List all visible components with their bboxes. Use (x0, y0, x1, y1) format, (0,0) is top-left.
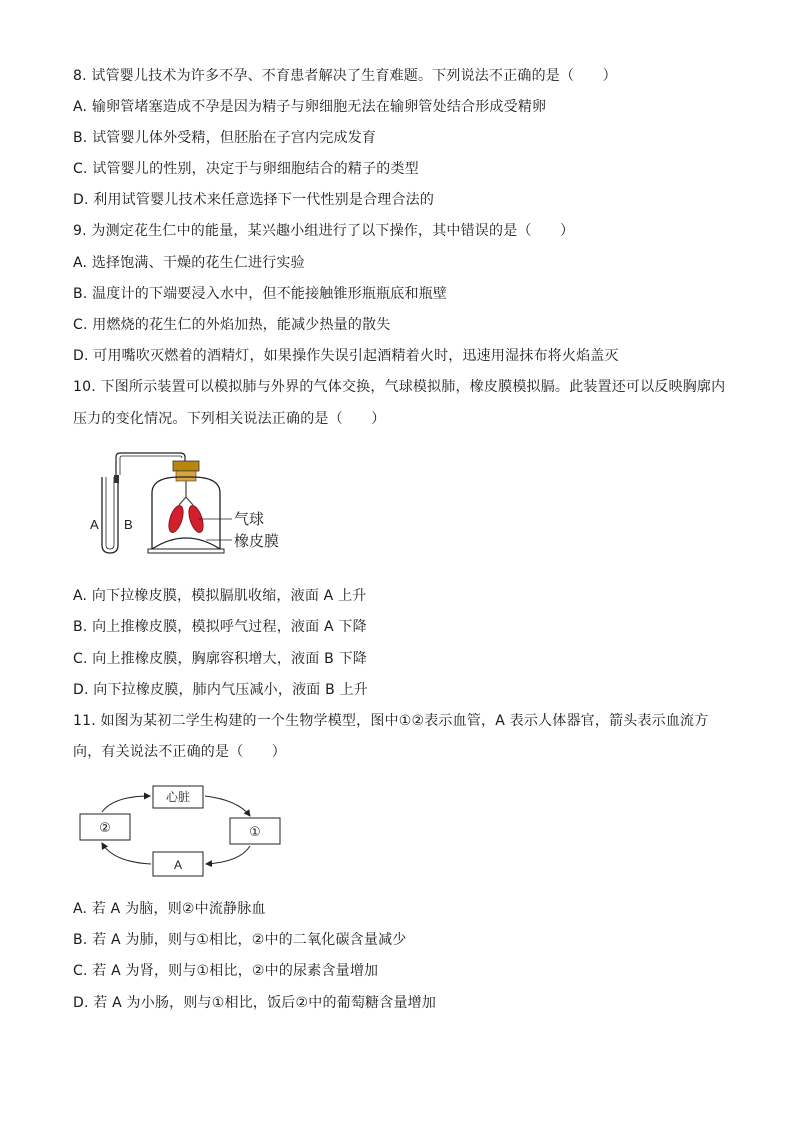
label-balloon: 气球 (234, 510, 265, 528)
tube-connector-icon (114, 475, 119, 483)
q8-stem: 8. 试管婴儿技术为许多不孕、不育患者解决了生育难题。下列说法不正确的是（ ） (73, 68, 617, 84)
q9-option-a: A. 选择饱满、干燥的花生仁进行实验 (73, 255, 305, 271)
q10-option-b: B. 向上推橡皮膜，模拟呼气过程，液面 A 下降 (73, 619, 367, 635)
q10-stem-line2: 压力的变化情况。下列相关说法正确的是（ ） (73, 411, 386, 427)
heart-label: 心脏 (165, 790, 191, 804)
q10-option-c: C. 向上推橡皮膜，胸廓容积增大，液面 B 下降 (73, 651, 367, 667)
circulation-model-figure (78, 782, 288, 882)
balloon-left-icon (166, 504, 186, 534)
q8-option-d: D. 利用试管婴儿技术来任意选择下一代性别是合理合法的 (73, 192, 435, 208)
vessel-1-label: ① (249, 825, 261, 840)
label-a: A (90, 517, 99, 532)
q9-option-c: C. 用燃烧的花生仁的外焰加热，能减少热量的散失 (73, 317, 391, 333)
q11-option-d: D. 若 A 为小肠，则与①相比，饭后②中的葡萄糖含量增加 (73, 995, 437, 1011)
q11-option-a: A. 若 A 为脑，则②中流静脉血 (73, 901, 266, 917)
q11-stem-line1: 11. 如图为某初二学生构建的一个生物学模型，图中①②表示血管，A 表示人体器官，箭头表示血流方 (73, 713, 709, 729)
lung-model-figure (80, 445, 300, 565)
q10-option-a: A. 向下拉橡皮膜，模拟膈肌收缩，液面 A 上升 (73, 588, 367, 604)
q9-stem: 9. 为测定花生仁中的能量，某兴趣小组进行了以下操作，其中错误的是（ ） (73, 223, 575, 239)
q8-option-a: A. 输卵管堵塞造成不孕是因为精子与卵细胞无法在输卵管处结合形成受精卵 (73, 99, 547, 115)
q10-stem-line1: 10. 下图所示装置可以模拟肺与外界的气体交换，气球模拟肺，橡皮膜模拟膈。此装置还可以反映胸廓内 (73, 379, 726, 395)
q9-option-d: D. 可用嘴吹灭燃着的酒精灯，如果操作失误引起酒精着火时，迅速用湿抹布将火焰盖灭 (73, 348, 619, 364)
vessel-2-label: ② (99, 821, 111, 836)
organ-label: A (173, 858, 183, 872)
q8-option-c: C. 试管婴儿的性别，决定于与卵细胞结合的精子的类型 (73, 161, 419, 177)
label-b: B (124, 517, 133, 532)
stopper-icon (173, 461, 199, 471)
q8-option-b: B. 试管婴儿体外受精，但胚胎在子宫内完成发育 (73, 130, 377, 146)
q11-option-c: C. 若 A 为肾，则与①相比，②中的尿素含量增加 (73, 963, 379, 979)
q11-stem-line2: 向，有关说法不正确的是（ ） (73, 744, 286, 760)
q11-option-b: B. 若 A 为肺，则与①相比，②中的二氧化碳含量减少 (73, 932, 407, 948)
q10-option-d: D. 向下拉橡皮膜，肺内气压减小，液面 B 上升 (73, 682, 368, 698)
label-membrane: 橡皮膜 (234, 532, 280, 550)
q9-option-b: B. 温度计的下端要浸入水中，但不能接触锥形瓶瓶底和瓶壁 (73, 286, 448, 302)
